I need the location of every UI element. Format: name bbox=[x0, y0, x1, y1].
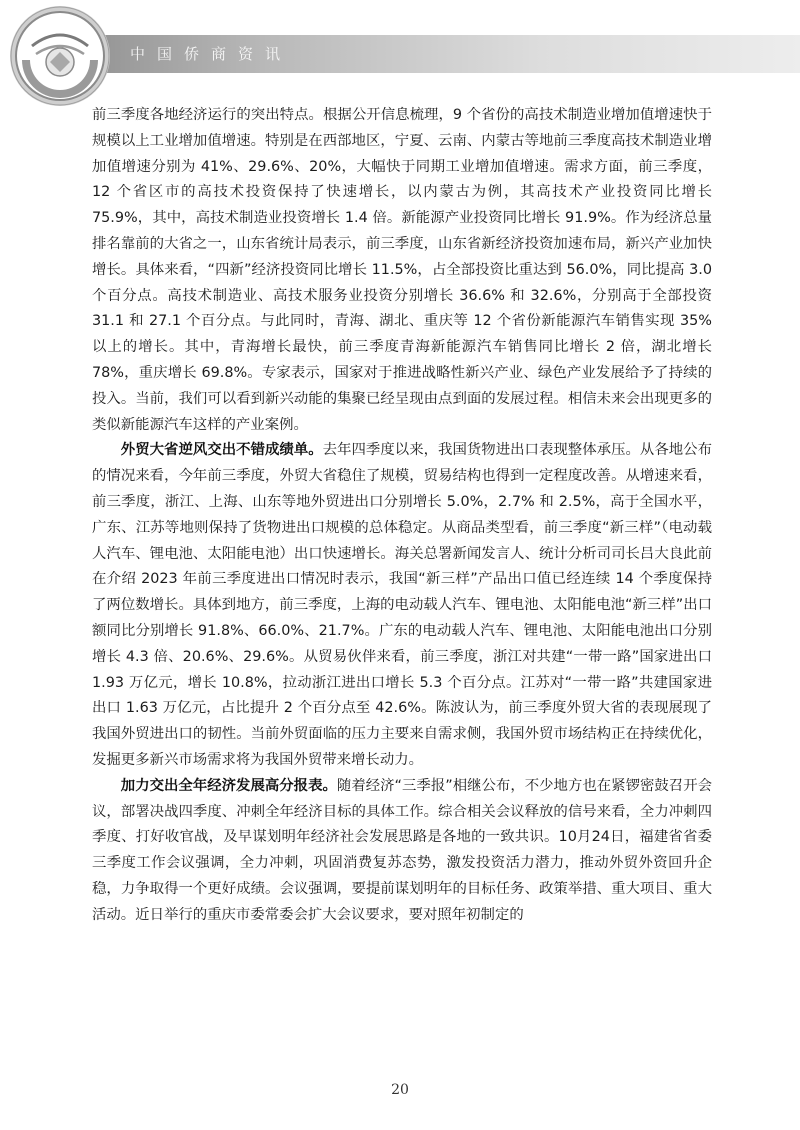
paragraph-text: 随着经济“三季报”相继公布，不少地方也在紧锣密鼓召开会议，部署决战四季度、冲刺全年经济目标的具体工作。综合相关会议释放的信号来看，全力冲刺四季度、打好收官战，及早谋划明年经济社会发展思路是各地的一致共识。10月24日，福建省省委三季度工作会议强调，全力冲刺，巩固消费复苏态势，激发投资活力潜力，推动外贸外资回升企稳，力争取得一个更好成绩。会议强调，要提前谋划明年的目标任务、政策举措、重大项目、重大活动。近日举行的重庆市委常委会扩大会议要求，要对照年初制定的 bbox=[92, 777, 712, 923]
paragraph-text: 去年四季度以来，我国货物进出口表现整体承压。从各地公布的情况来看，今年前三季度，外贸大省稳住了规模，贸易结构也得到一定程度改善。从增速来看，前三季度，浙江、上海、山东等地外贸进出口分别增长 5.0%，2.7% 和 2.5%，高于全国水平，广东、江苏等地则保持了货物进出口规模的总体稳定。从商品类型看，前三季度“新三样”（电动载人汽车、锂电池、太阳能电池）出口快速增长。海关总署新闻发言人、统计分析司司长吕大良此前在介绍 2023 年前三季度进出口情况时表示，我国“新三样”产品出口值已经连续 14 个季度保持了两位数增长。具体到地方，前三季度，上海的电动载人汽车、锂电池、太阳能电池“新三样”出口额同比分别增长 91.8%、66.0%、21.7%。广东的电动载人汽车、锂电池、太阳能电池出口分别增长 4.3 倍、20.6%、29.6%。从贸易伙伴来看，前三季度，浙江对共建“一带一路”国家进出口 1.93 万亿元，增长 10.8%，拉动浙江进出口增长 5.3 个百分点。江苏对“一带一路”共建国家进出口 1.63 万亿元，占比提升 2 个百分点至 42.6%。陈波认为，前三季度外贸大省的表现展现了我国外贸进出口的韧性。当前外贸面临的压力主要来自需求侧，我国外贸市场结构正在持续优化，发掘更多新兴市场需求将为我国外贸带来增长动力。 bbox=[92, 442, 712, 768]
association-logo-icon bbox=[6, 2, 114, 110]
paragraph-heading: 加力交出全年经济发展高分报表。 bbox=[120, 777, 337, 794]
paragraph-3 bbox=[92, 774, 712, 929]
page-header bbox=[0, 0, 800, 110]
paragraph-text: 前三季度各地经济运行的突出特点。根据公开信息梳理，9 个省份的高技术制造业增加值增速快于规模以上工业增加值增速。特别是在西部地区，宁夏、云南、内蒙古等地前三季度高技术制造业增加值增速分别为 41%、29.6%、20%，大幅快于同期工业增加值增速。需求方面，前三季度，12 个省区市的高技术投资保持了快速增长，以内蒙古为例，其高技术产业投资同比增长 75.9%，其中，高技术制造业投资增长 1.4 倍。新能源产业投资同比增长 91.9%。作为经济总量排名靠前的大省之一，山东省统计局表示，前三季度，山东省新经济投资加速布局，新兴产业加快增长。具体来看，“四新”经济投资同比增长 11.5%，占全部投资比重达到 56.0%，同比提高 3.0 个百分点。高技术制造业、高技术服务业投资分别增长 36.6% 和 32.6%，分别高于全部投资 31.1 和 27.1 个百分点。与此同时，青海、湖北、重庆等 12 个省份新能源汽车销售实现 35% 以上的增长。其中，青海增长最快，前三季度青海新能源汽车销售同比增长 2 倍，湖北增长 78%，重庆增长 69.8%。专家表示，国家对于推进战略性新兴产业、绿色产业发展给予了持续的投入。当前，我们可以看到新兴动能的集聚已经呈现由点到面的发展过程。相信未来会出现更多的类似新能源汽车这样的产业案例。 bbox=[92, 107, 712, 433]
header-title: 中国侨商资讯 bbox=[130, 45, 293, 63]
paragraph-heading: 外贸大省逆风交出不错成绩单。 bbox=[120, 442, 323, 459]
paragraph-2 bbox=[92, 438, 712, 773]
page-number: 20 bbox=[391, 1082, 409, 1098]
paragraph-1 bbox=[92, 103, 712, 438]
article-body bbox=[92, 103, 712, 929]
